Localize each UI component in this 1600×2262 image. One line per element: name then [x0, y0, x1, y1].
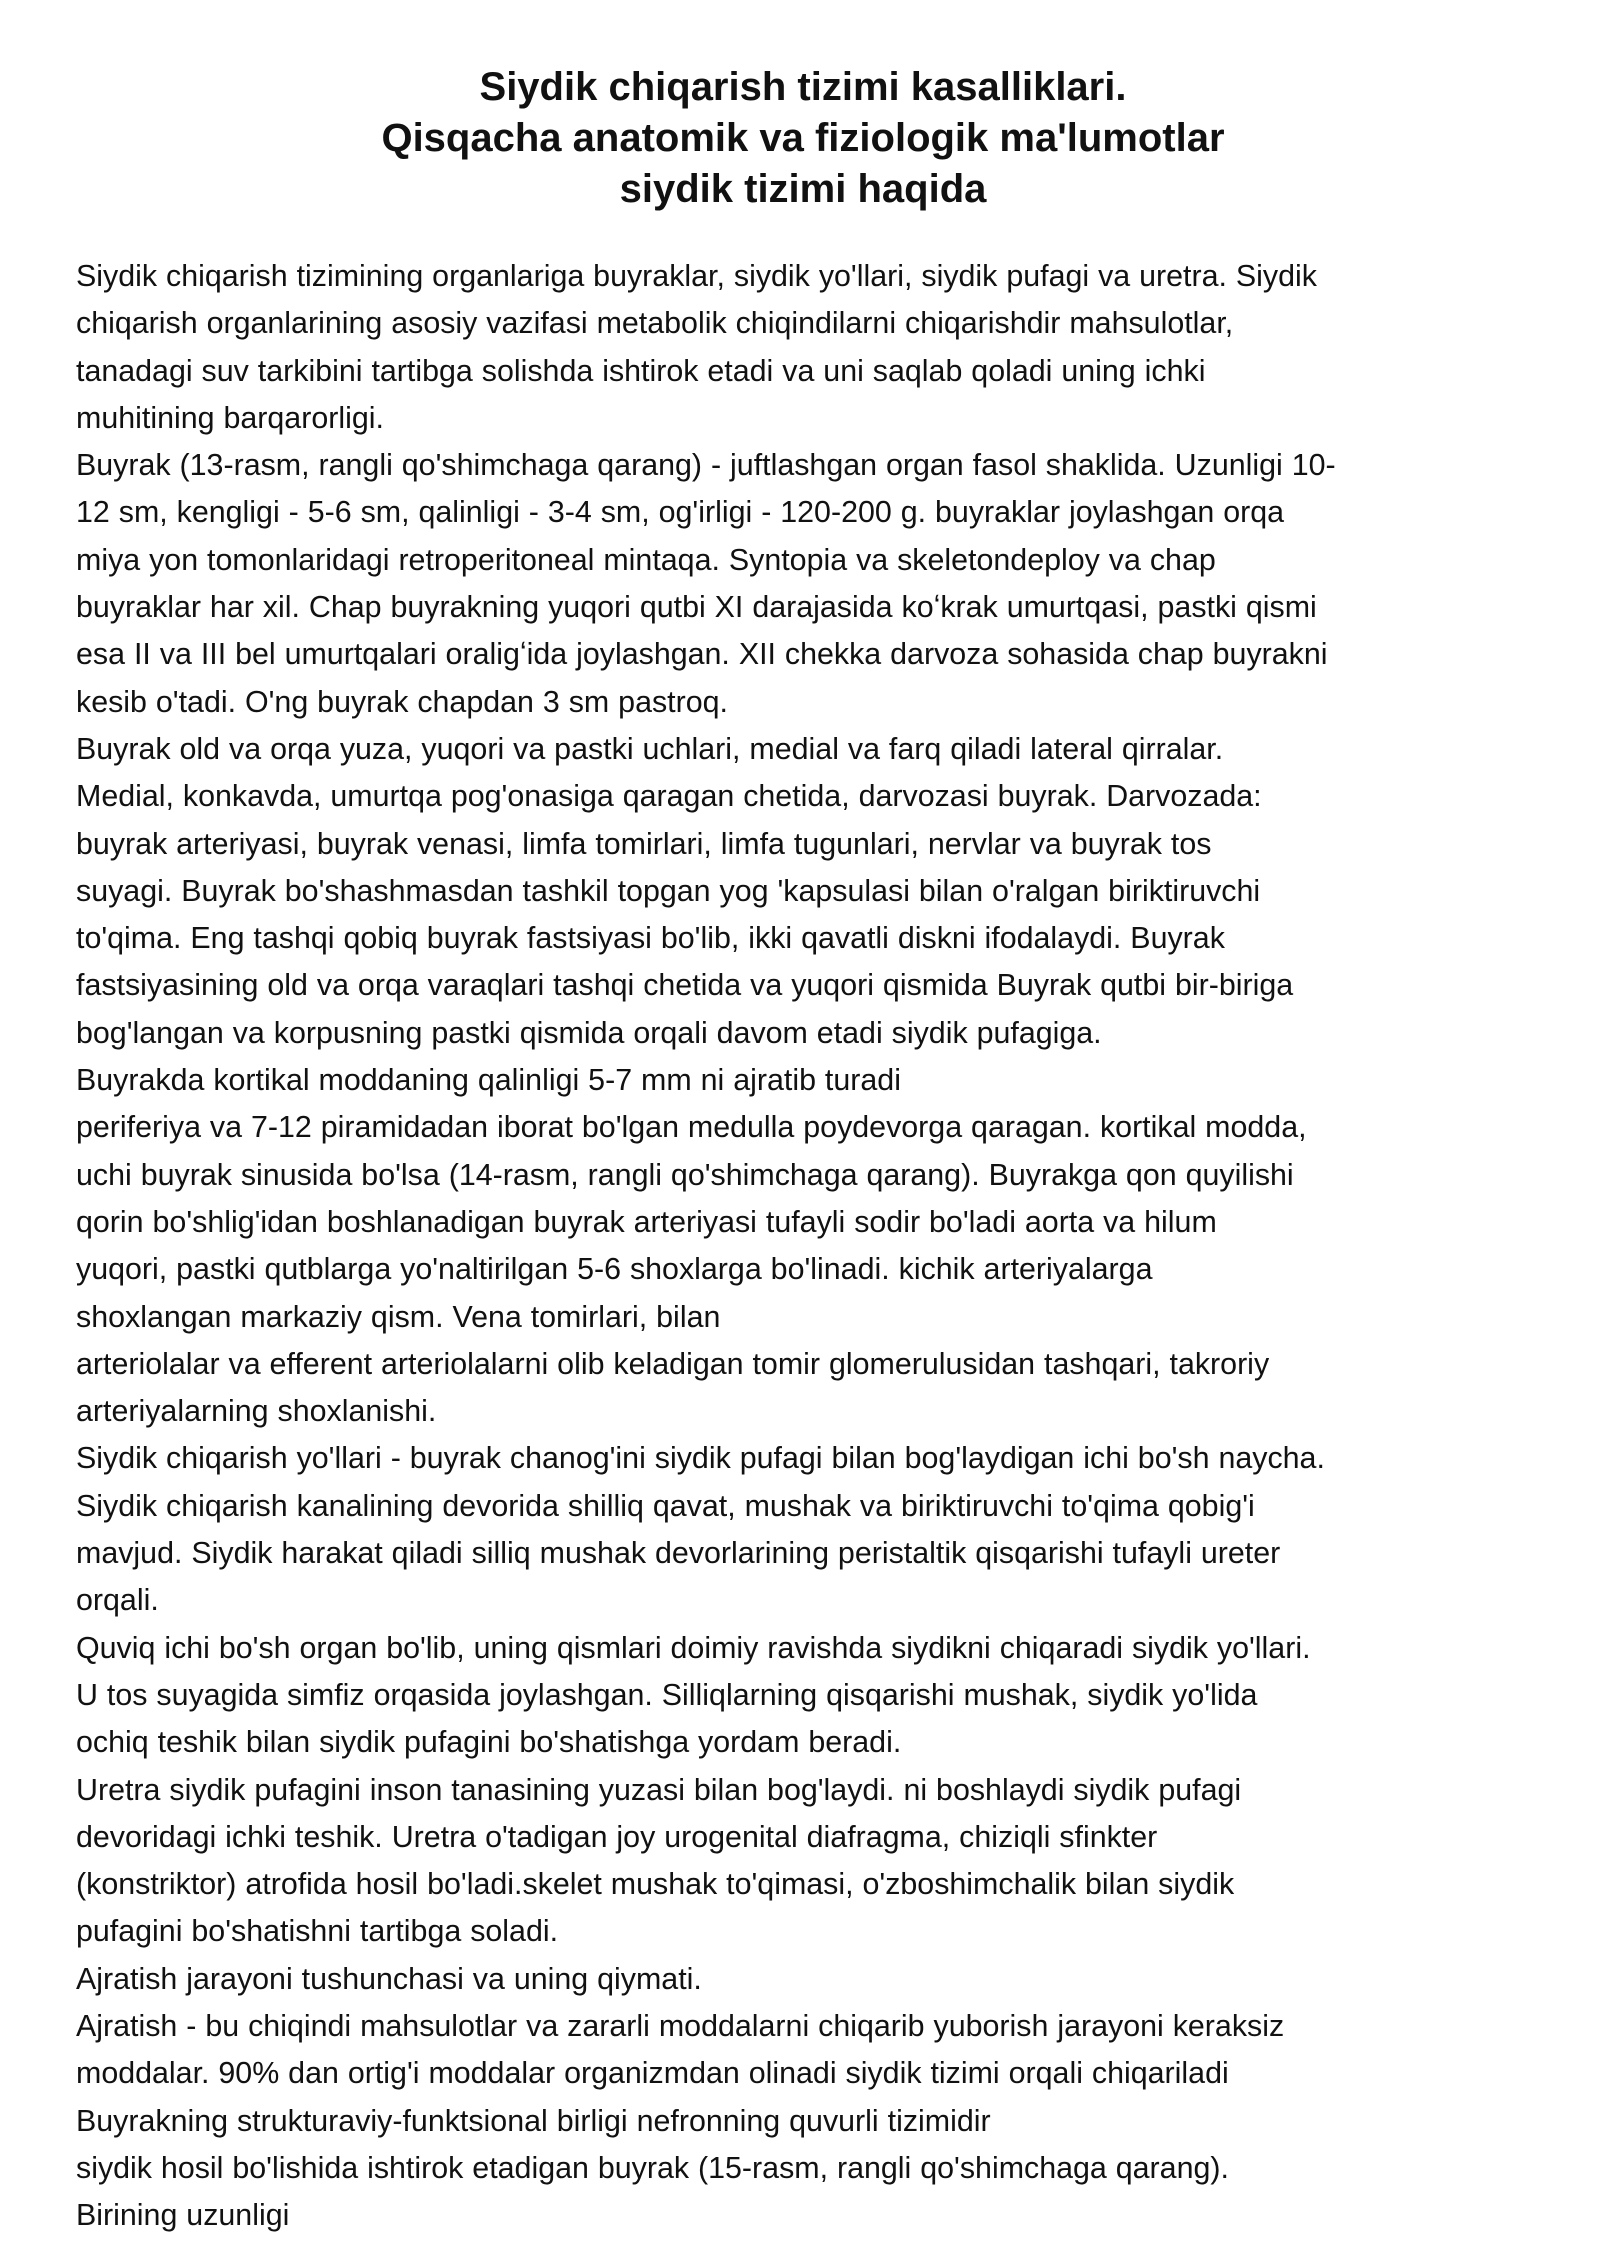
body-line: bog'langan va korpusning pastki qismida orqali davom etadi siydik pufagiga.	[76, 1015, 1102, 1050]
body-line: Buyrak (13-rasm, rangli qo'shimchaga qarang) - juftlashgan organ fasol shaklida. Uzunligi 10-	[76, 448, 1336, 483]
body-line: buyraklar har xil. Chap buyrakning yuqori qutbi XI darajasida koʻkrak umurtqasi, pastki qismi	[76, 590, 1317, 625]
body-line: esa II va III bel umurtqalari oraligʻida joylashgan. XII chekka darvoza sohasida chap buyrakni	[76, 637, 1328, 672]
document-title	[76, 62, 1530, 215]
body-line: Quviq ichi bo'sh organ bo'lib, uning qismlari doimiy ravishda siydikni chiqaradi siydik yo'llari.	[76, 1630, 1311, 1665]
body-line: muhitining barqarorligi.	[76, 400, 384, 435]
body-line: Buyrakning strukturaviy-funktsional birligi nefronning quvurli tizimidir	[76, 2103, 991, 2138]
body-line: kesib o'tadi. O'ng buyrak chapdan 3 sm pastroq.	[76, 684, 728, 719]
body-line: siydik hosil bo'lishida ishtirok etadigan buyrak (15-rasm, rangli qo'shimchaga qarang).	[76, 2150, 1229, 2185]
body-line: moddalar. 90% dan ortig'i moddalar organizmdan olinadi siydik tizimi orqali chiqariladi	[76, 2056, 1229, 2091]
body-line: suyagi. Buyrak bo'shashmasdan tashkil topgan yog 'kapsulasi bilan o'ralgan biriktiruvchi	[76, 873, 1261, 908]
body-line: Siydik chiqarish yo'llari - buyrak chanog'ini siydik pufagi bilan bog'laydigan ichi bo'sh naycha.	[76, 1441, 1325, 1476]
body-line: uchi buyrak sinusida bo'lsa (14-rasm, rangli qo'shimchaga qarang). Buyrakga qon quyilishi	[76, 1157, 1294, 1192]
body-line: U tos suyagida simfiz orqasida joylashgan. Silliqlarning qisqarishi mushak, siydik yo'lida	[76, 1677, 1258, 1712]
body-line: 12 sm, kengligi - 5-6 sm, qalinligi - 3-4 sm, og'irligi - 120-200 g. buyraklar joylashgan orqa	[76, 495, 1285, 530]
body-line: to'qima. Eng tashqi qobiq buyrak fastsiyasi bo'lib, ikki qavatli diskni ifodalaydi. Buyrak	[76, 921, 1225, 956]
body-line: Ajratish - bu chiqindi mahsulotlar va zararli moddalarni chiqarib yuborish jarayoni keraksiz	[76, 2008, 1285, 2043]
title-line-3: siydik tizimi haqida	[619, 167, 987, 211]
body-line: chiqarish organlarining asosiy vazifasi metabolik chiqindilarni chiqarishdir mahsulotlar,	[76, 306, 1234, 341]
body-line: Uretra siydik pufagini inson tanasining yuzasi bilan bog'laydi. ni boshlaydi siydik pufagi	[76, 1772, 1242, 1807]
body-line: devoridagi ichki teshik. Uretra o'tadigan joy urogenital diafragma, chiziqli sfinkter	[76, 1819, 1158, 1854]
body-line: Ajratish jarayoni tushunchasi va uning qiymati.	[76, 1961, 702, 1996]
title-line-2: Qisqacha anatomik va fiziologik ma'lumotlar	[381, 116, 1225, 160]
body-line: yuqori, pastki qutblarga yo'naltirilgan 5-6 shoxlarga bo'linadi. kichik arteriyalarga	[76, 1252, 1153, 1287]
body-line: Buyrakda kortikal moddaning qalinligi 5-7 mm ni ajratib turadi	[76, 1063, 901, 1098]
body-line: (konstriktor) atrofida hosil bo'ladi.skelet mushak to'qimasi, o'zboshimchalik bilan siydik	[76, 1867, 1235, 1902]
body-line: orqali.	[76, 1583, 159, 1618]
body-line: pufagini bo'shatishni tartibga soladi.	[76, 1914, 559, 1949]
body-line: ochiq teshik bilan siydik pufagini bo'shatishga yordam beradi.	[76, 1725, 902, 1760]
body-line: arteriolalar va efferent arteriolalarni olib keladigan tomir glomerulusidan tashqari, takroriy	[76, 1346, 1270, 1381]
body-line: fastsiyasining old va orqa varaqlari tashqi chetida va yuqori qismida Buyrak qutbi bir-biriga	[76, 968, 1294, 1003]
body-line: Birining uzunligi	[76, 2198, 290, 2233]
body-line: periferiya va 7-12 piramidadan iborat bo'lgan medulla poydevorga qaragan. kortikal modda,	[76, 1110, 1307, 1145]
body-line: buyrak arteriyasi, buyrak venasi, limfa tomirlari, limfa tugunlari, nervlar va buyrak tos	[76, 826, 1212, 861]
body-line: Buyrak old va orqa yuza, yuqori va pastki uchlari, medial va farq qiladi lateral qirralar.	[76, 731, 1224, 766]
title-line-1: Siydik chiqarish tizimi kasalliklari.	[479, 65, 1127, 109]
body-line: miya yon tomonlaridagi retroperitoneal mintaqa. Syntopia va skeletondeploy va chap	[76, 542, 1216, 577]
body-line: arteriyalarning shoxlanishi.	[76, 1394, 437, 1429]
document-body	[76, 253, 1530, 2239]
body-line: shoxlangan markaziy qism. Vena tomirlari, bilan	[76, 1299, 721, 1334]
body-line: qorin bo'shlig'idan boshlanadigan buyrak arteriyasi tufayli sodir bo'ladi aorta va hilum	[76, 1204, 1217, 1239]
body-line: tanadagi suv tarkibini tartibga solishda ishtirok etadi va uni saqlab qoladi uning ichki	[76, 353, 1206, 388]
body-line: Siydik chiqarish tizimining organlariga buyraklar, siydik yo'llari, siydik pufagi va uretra. Siydik	[76, 259, 1317, 293]
body-line: mavjud. Siydik harakat qiladi silliq mushak devorlarining peristaltik qisqarishi tufayli ureter	[76, 1536, 1281, 1571]
body-line: Medial, konkavda, umurtqa pog'onasiga qaragan chetida, darvozasi buyrak. Darvozada:	[76, 779, 1262, 814]
body-line: Siydik chiqarish kanalining devorida shilliq qavat, mushak va biriktiruvchi to'qima qobig'i	[76, 1488, 1255, 1523]
